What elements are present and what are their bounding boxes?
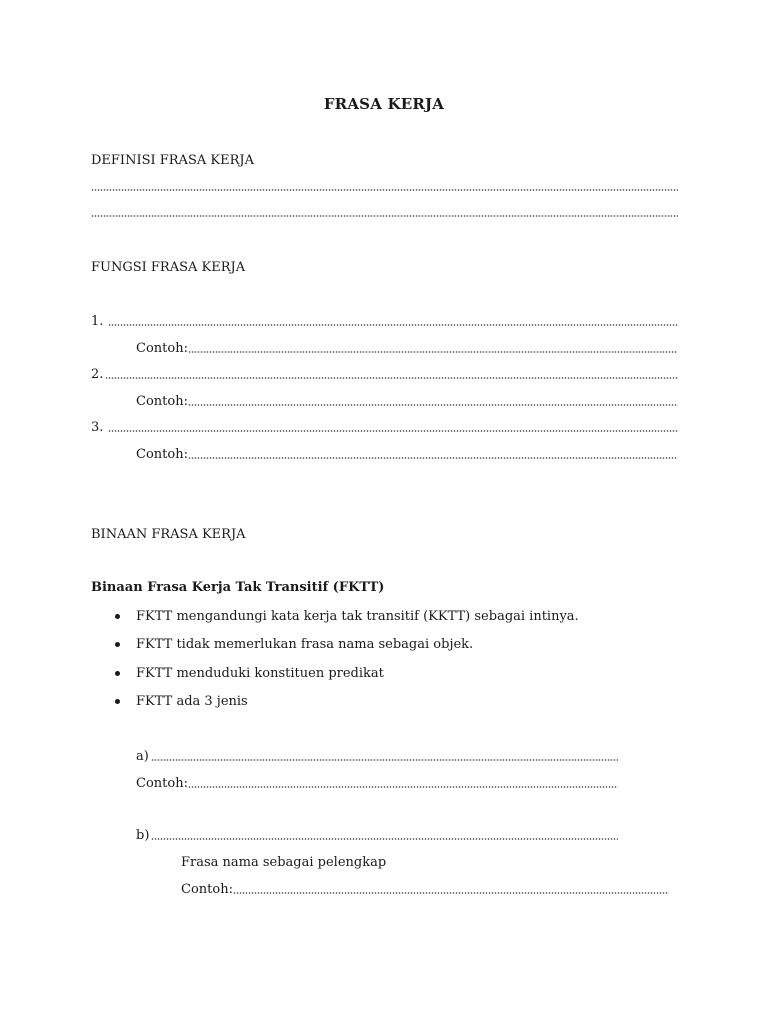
fungsi-contoh-label: Contoh: <box>136 394 188 409</box>
jenis-contoh-fill-line <box>233 892 669 894</box>
jenis-contoh-label: Contoh: <box>181 882 233 897</box>
binaan-subheading: Binaan Frasa Kerja Tak Transitif (FKTT) <box>91 580 385 595</box>
page-title: FRASA KERJA <box>323 95 445 113</box>
jenis-fill-line <box>151 759 618 761</box>
binaan-bullet-item: FKTT ada 3 jenis <box>136 694 248 709</box>
binaan-bullet-item: FKTT mengandungi kata kerja tak transitif (KKTT) sebagai intinya. <box>136 609 579 624</box>
bullet-icon <box>115 642 120 647</box>
definisi-fill-line-1 <box>91 189 678 191</box>
fungsi-contoh-fill-line <box>188 351 678 353</box>
fungsi-item-fill-line <box>108 324 678 326</box>
fungsi-item-number: 1. <box>91 314 104 329</box>
jenis-contoh-fill-line <box>188 786 618 788</box>
binaan-heading: BINAAN FRASA KERJA <box>91 527 246 542</box>
jenis-label: b) <box>136 828 150 843</box>
binaan-bullet-item: FKTT menduduki konstituen predikat <box>136 666 384 681</box>
definisi-fill-line-2 <box>91 215 678 217</box>
jenis-label: a) <box>136 749 149 764</box>
bullet-icon <box>115 614 120 619</box>
jenis-fill-line <box>151 838 618 840</box>
fungsi-contoh-label: Contoh: <box>136 341 188 356</box>
definisi-heading: DEFINISI FRASA KERJA <box>91 153 254 168</box>
fungsi-contoh-fill-line <box>188 404 678 406</box>
fungsi-contoh-fill-line <box>188 457 678 459</box>
fungsi-item-number: 3. <box>91 420 104 435</box>
fungsi-item-number: 2. <box>91 367 104 382</box>
bullet-icon <box>115 671 120 676</box>
jenis-contoh-label: Contoh: <box>136 776 188 791</box>
binaan-bullet-item: FKTT tidak memerlukan frasa nama sebagai objek. <box>136 637 474 652</box>
fungsi-item-fill-line <box>105 377 678 379</box>
fungsi-contoh-label: Contoh: <box>136 447 188 462</box>
bullet-icon <box>115 699 120 704</box>
fungsi-heading: FUNGSI FRASA KERJA <box>91 260 246 275</box>
jenis-note: Frasa nama sebagai pelengkap <box>181 855 387 870</box>
fungsi-item-fill-line <box>108 430 678 432</box>
